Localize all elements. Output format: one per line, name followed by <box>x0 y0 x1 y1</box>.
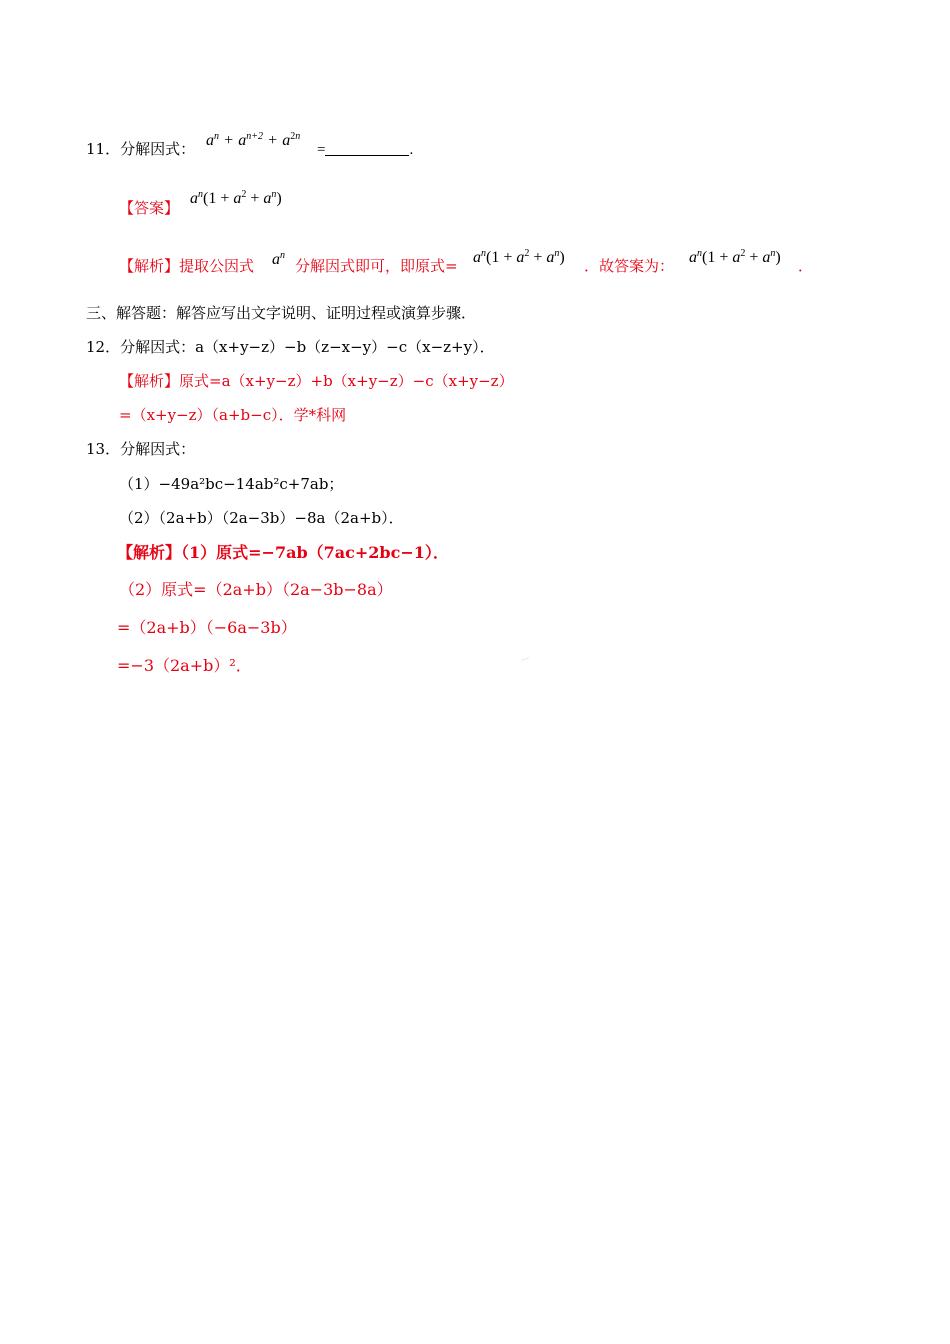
q11-analysis-cont2: ．故答案为： <box>584 257 675 275</box>
q13-analysis: 【解析】（1）原式=−7ab（7ac+2bc−1）． <box>117 543 449 562</box>
answer-label: 【答案】 <box>119 199 180 217</box>
answer-blank <box>325 141 409 156</box>
q11-answer-expr: $a^n(1 + a^2 + a^n)$ <box>190 189 282 207</box>
q11-analysis-expr2: $a^n(1 + a^2 + a^n)$ <box>689 248 781 266</box>
q12-expression: a（x+y−z）−b（z−x−y）−c（x−z+y）． <box>195 338 495 356</box>
section-title: 三、解答题：解答应写出文字说明、证明过程或演算步骤． <box>86 304 477 322</box>
q11-analysis-cont: 分解因式即可，即原式= <box>295 257 458 275</box>
q11-stem: 11．分解因式： <box>86 140 196 158</box>
q13-analysis-line2: （2）原式=（2a+b）（2a−3b−8a） <box>119 580 393 599</box>
analysis-label: 【解析】 <box>117 543 182 562</box>
q11-analysis: 【解析】提取公因式 <box>119 257 255 275</box>
q11-answer <box>119 198 179 218</box>
q11-factor: $a^n$ <box>272 250 285 268</box>
q13-analysis-line4: =−3（2a+b）²． <box>117 656 252 675</box>
q12-stem: 12．分解因式：a（x+y−z）−b（z−x−y）−c（x−z+y）． <box>86 338 495 356</box>
q11-analysis-end: ． <box>798 257 814 275</box>
q11-blank: = . <box>317 142 414 158</box>
watermark: ~ <box>517 650 534 669</box>
q12-analysis: 【解析】原式=a（x+y−z）+b（x+y−z）−c（x+y−z） <box>119 372 514 390</box>
q11-analysis-expr1: $a^n(1 + a^2 + a^n)$ <box>473 248 565 266</box>
q11-expression: $a^n + a^{n+2} + a^{2n}$ <box>206 131 301 149</box>
q13-stem: 13．分解因式： <box>86 440 196 458</box>
q13-part2: （2）（2a+b）（2a−3b）−8a（2a+b）． <box>119 509 404 527</box>
analysis-label: 【解析】 <box>119 372 180 390</box>
q12-analysis-line2: =（x+y−z）（a+b−c）．学*科网 <box>119 406 347 424</box>
q13-part1: （1）−49a²bc−14ab²c+7ab； <box>119 475 344 493</box>
q13-analysis-line3: =（2a+b）（−6a−3b） <box>117 618 297 637</box>
analysis-label: 【解析】 <box>119 257 180 275</box>
